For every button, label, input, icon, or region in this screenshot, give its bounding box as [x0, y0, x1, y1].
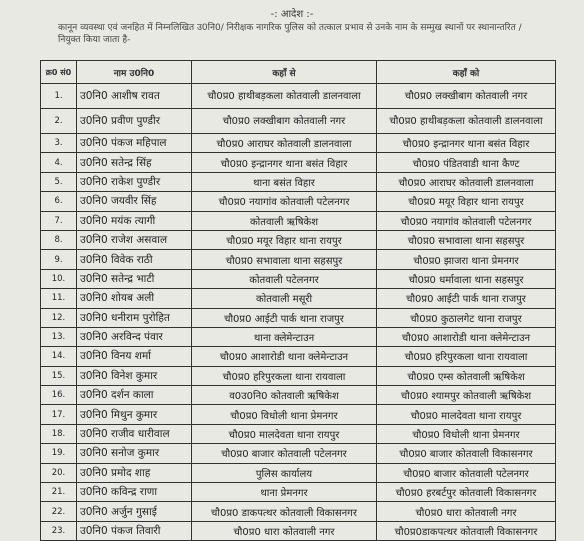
cell-from: थाना क्लेमेन्टाउन	[192, 327, 377, 346]
cell-serial: 3.	[41, 134, 77, 153]
cell-from: चौ0प्र0 सभावाला थाना सहसपुर	[192, 250, 377, 269]
cell-serial: 23.	[41, 521, 77, 540]
cell-serial: 4.	[41, 153, 77, 172]
cell-to: चौ0प्र0 बाजार कोतवाली विकासनगर	[377, 444, 556, 463]
table-row	[41, 172, 556, 191]
table-row	[41, 424, 556, 443]
cell-to: चौ0प्र0 हरबर्टपुर कोतवाली विकासनगर	[377, 483, 556, 502]
header-name: नाम उ0नि0	[77, 61, 192, 84]
cell-name: उ0नि0 राजेश असवाल	[77, 230, 192, 249]
table-row	[41, 134, 556, 153]
cell-name: उ0नि0 विनय शर्मा	[77, 347, 192, 366]
table-row	[41, 521, 556, 540]
cell-to: चौ0प्र0 सभावाला थाना सहसपुर	[377, 230, 556, 249]
cell-serial: 19.	[41, 444, 77, 463]
cell-name: उ0नि0 शोयब अली	[77, 289, 192, 308]
cell-serial: 15.	[41, 366, 77, 385]
cell-serial: 18.	[41, 424, 77, 443]
cell-serial: 9.	[41, 250, 77, 269]
cell-to: चौ0प्र0 हाथीबड़कला कोतवाली डालनवाला	[377, 109, 556, 134]
cell-name: उ0नि0 सनोज कुमार	[77, 444, 192, 463]
table-row	[41, 250, 556, 269]
cell-from: कोतवाली पटेलनगर	[192, 269, 377, 288]
table-row	[41, 84, 556, 109]
table-row	[41, 289, 556, 308]
cell-serial: 7.	[41, 211, 77, 230]
cell-name: उ0नि0 विनेश कुमार	[77, 366, 192, 385]
cell-serial: 2.	[41, 109, 77, 134]
cell-to: चौ0प्र0 धारा कोतवाली नगर	[377, 502, 556, 521]
cell-from: व0उ0नि0 कोतवाली ऋषिकेश	[192, 386, 377, 405]
cell-serial: 12.	[41, 308, 77, 327]
cell-serial: 21.	[41, 483, 77, 502]
table-row	[41, 444, 556, 463]
cell-to: चौ0प्र0 आराघर कोतवाली डालनवाला	[377, 172, 556, 191]
cell-serial: 20.	[41, 463, 77, 482]
cell-name: उ0नि0 मिथुन कुमार	[77, 405, 192, 424]
table-row	[41, 502, 556, 521]
table-row	[41, 192, 556, 211]
cell-from: चौ0प्र0 डाकपत्थर कोतवाली विकासनगर	[192, 502, 377, 521]
cell-from: चौ0प्र0 धारा कोतवाली नगर	[192, 521, 377, 540]
cell-serial: 16.	[41, 386, 77, 405]
cell-serial: 17.	[41, 405, 77, 424]
cell-from: थाना प्रेमनगर	[192, 483, 377, 502]
cell-to: चौ0प्र0 झाजरा थाना प्रेमनगर	[377, 250, 556, 269]
header-from: कहाँ से	[192, 61, 377, 84]
header-serial: क्र0 सं0	[41, 61, 77, 84]
transfer-table	[40, 60, 556, 541]
cell-name: उ0नि0 राजीव धारीवाल	[77, 424, 192, 443]
cell-from: चौ0प्र0 हाथीबड़कला कोतवाली डालनवाला	[192, 84, 377, 109]
cell-serial: 22.	[41, 502, 77, 521]
cell-to: चौ0प्र0 कुठालगेट थाना राजपुर	[377, 308, 556, 327]
cell-to: चौ0प्र0 हरिपुरकला थाना रायवाला	[377, 347, 556, 366]
cell-to: चौ0प्र0 आशारोडी थाना क्लेमेन्टाउन	[377, 327, 556, 346]
cell-to: चौ0प्र0 एम्स कोतवाली ऋषिकेश	[377, 366, 556, 385]
cell-name: उ0नि0 आशीष रावत	[77, 84, 192, 109]
cell-from: चौ0प्र0 आराघर कोतवाली डालनवाला	[192, 134, 377, 153]
cell-name: उ0नि0 सतेन्द्र सिंह	[77, 153, 192, 172]
cell-serial: 8.	[41, 230, 77, 249]
cell-name: उ0नि0 प्रमोद शाह	[77, 463, 192, 482]
cell-serial: 14.	[41, 347, 77, 366]
cell-from: थाना बसंत विहार	[192, 172, 377, 191]
cell-name: उ0नि0 प्रवीण पुण्डीर	[77, 109, 192, 134]
order-intro-text: कानून व्यवस्था एवं जनहित में निम्नलिखित उ0नि0/ निरीक्षक नागरिक पुलिस को तत्काल प्रभाव से उनके नाम के सम्मुख स्थानों पर स्थानान्तरित / नियुक्त किया जाता है-	[58, 23, 522, 45]
cell-name: उ0नि0 दर्शन काला	[77, 386, 192, 405]
cell-to: चौ0प्र0 इन्द्रानगर थाना बसंत विहार	[377, 134, 556, 153]
cell-serial: 6.	[41, 192, 77, 211]
table-row	[41, 153, 556, 172]
cell-from: चौ0प्र0 बाजार कोतवाली पटेलनगर	[192, 444, 377, 463]
cell-name: उ0नि0 पंकज तिवारी	[77, 521, 192, 540]
table-header-row	[41, 61, 556, 84]
table-row	[41, 327, 556, 346]
cell-serial: 13.	[41, 327, 77, 346]
cell-to: चौ0प्र0 श्यामपुर कोतवाली ऋषिकेश	[377, 386, 556, 405]
cell-serial: 11.	[41, 289, 77, 308]
cell-from: चौ0प्र0 मालदेवता थाना रायपुर	[192, 424, 377, 443]
cell-name: उ0नि0 पंकज महिपाल	[77, 134, 192, 153]
header-to: कहाँ को	[377, 61, 556, 84]
cell-to: चौ0प्र0 मयूर विहार थाना रायपुर	[377, 192, 556, 211]
cell-from: चौ0प्र0 हरिपुरकला थाना रायवाला	[192, 366, 377, 385]
cell-name: उ0नि0 सतेन्द्र भाटी	[77, 269, 192, 288]
cell-name: उ0नि0 कविन्द्र राणा	[77, 483, 192, 502]
cell-name: उ0नि0 अरविन्द पंवार	[77, 327, 192, 346]
table-row	[41, 109, 556, 134]
cell-name: उ0नि0 अर्जुन गुसाई	[77, 502, 192, 521]
cell-to: चौ0प्र0 नयागांव कोतवाली पटेलनगर	[377, 211, 556, 230]
cell-to: चौ0प्र0 पंडितवाडी थाना कैण्ट	[377, 153, 556, 172]
cell-to: चौ0प्र0 धर्मावाला थाना सहसपुर	[377, 269, 556, 288]
cell-from: चौ0प्र0 विधोली थाना प्रेमनगर	[192, 405, 377, 424]
table-row	[41, 308, 556, 327]
table-row	[41, 347, 556, 366]
table-row	[41, 483, 556, 502]
table-row	[41, 463, 556, 482]
table-row	[41, 211, 556, 230]
cell-from: चौ0प्र0 नयागांव कोतवाली पटेलनगर	[192, 192, 377, 211]
cell-to: चौ0प्र0 विधोली थाना प्रेमनगर	[377, 424, 556, 443]
table-row	[41, 405, 556, 424]
cell-from: चौ0प्र0 मयूर विहार थाना रायपुर	[192, 230, 377, 249]
cell-from: कोतवाली मसूरी	[192, 289, 377, 308]
cell-to: चौ0प्र0 आईटी पार्क थाना राजपुर	[377, 289, 556, 308]
cell-from: कोतवाली ऋषिकेश	[192, 211, 377, 230]
cell-from: चौ0प्र0 लक्खीबाग कोतवाली नगर	[192, 109, 377, 134]
cell-from: पुलिस कार्यालय	[192, 463, 377, 482]
table-row	[41, 366, 556, 385]
cell-name: उ0नि0 जयवीर सिंह	[77, 192, 192, 211]
table-row	[41, 230, 556, 249]
table-row	[41, 269, 556, 288]
cell-name: उ0नि0 विवेक राठी	[77, 250, 192, 269]
table-row	[41, 386, 556, 405]
cell-from: चौ0प्र0 आशारोडी थाना क्लेमेन्टाउन	[192, 347, 377, 366]
cell-to: चौ0प्र0 मालदेवता थाना रायपुर	[377, 405, 556, 424]
cell-to: चौ0प्र0डाकपत्थर कोतवाली विकासनगर	[377, 521, 556, 540]
cell-name: उ0नि0 राकेश पुण्डीर	[77, 172, 192, 191]
table-body	[41, 84, 556, 541]
cell-serial: 1.	[41, 84, 77, 109]
cell-serial: 5.	[41, 172, 77, 191]
cell-to: चौ0प्र0 लक्खीबाग कोतवाली नगर	[377, 84, 556, 109]
cell-name: उ0नि0 मयंक त्यागी	[77, 211, 192, 230]
cell-from: चौ0प्र0 आईटी पार्क थाना राजपुर	[192, 308, 377, 327]
cell-to: चौ0प्र0 बाजार कोतवाली पटेलनगर	[377, 463, 556, 482]
cell-name: उ0नि0 धनीराम पुरोहित	[77, 308, 192, 327]
order-title: -: आदेश :-	[270, 9, 314, 20]
cell-serial: 10.	[41, 269, 77, 288]
cell-from: चौ0प्र0 इन्द्रानगर थाना बसंत विहार	[192, 153, 377, 172]
